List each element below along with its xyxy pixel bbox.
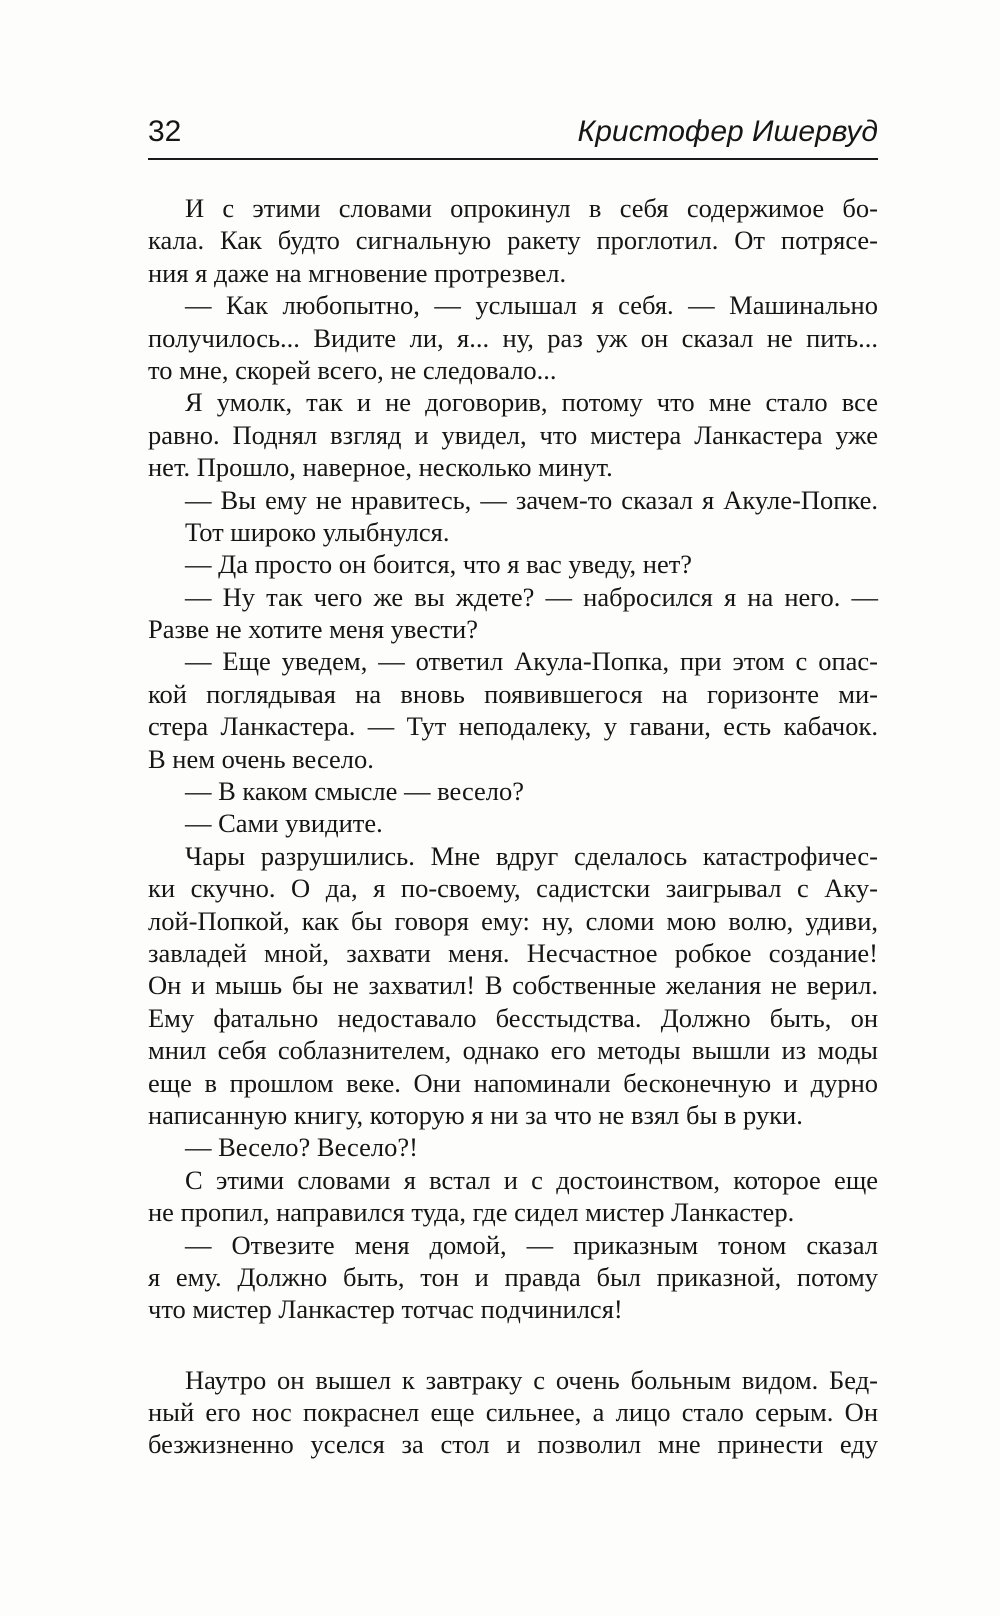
text-line: еще в прошлом веке. Они напоминали бесконечную и дурно <box>148 1067 878 1098</box>
text-line: что мистер Ланкастер тотчас подчинился! <box>148 1294 623 1325</box>
text-line: — Отвезите меня домой, — приказным тоном сказал <box>185 1229 878 1260</box>
paragraph <box>148 548 878 580</box>
paragraph <box>148 516 878 548</box>
text-line: я ему. Должно быть, тон и правда был приказной, потому <box>148 1261 878 1292</box>
text-line: — Весело? Весело?! <box>185 1132 418 1163</box>
text-line: ный его нос покраснел еще сильнее, а лицо стало серым. Он <box>148 1397 878 1428</box>
paragraph <box>148 1229 878 1326</box>
text-line: равно. Поднял взгляд и увидел, что мистера Ланкастера уже <box>148 419 878 450</box>
paragraph <box>148 645 878 775</box>
paragraph <box>148 484 878 516</box>
text-line: Чары разрушились. Мне вдруг сделалось катастрофичес- <box>185 840 878 871</box>
text-line: — Да просто он боится, что я вас уведу, нет? <box>185 549 693 580</box>
text-line: написанную книгу, которую я ни за что не взял бы в руки. <box>148 1099 803 1130</box>
paragraph <box>148 1131 878 1163</box>
text-line: ки скучно. О да, я по-своему, садистски заигрывал с Аку- <box>148 873 878 904</box>
paragraph <box>148 775 878 807</box>
text-line: В нем очень весело. <box>148 743 374 774</box>
text-line: стера Ланкастера. — Тут неподалеку, у гавани, есть кабачок. <box>148 711 878 742</box>
text-line: С этими словами я встал и с достоинством, которое еще <box>185 1164 878 1195</box>
text-line: Он и мышь бы не захватил! В собственные желания не верил. <box>148 970 878 1001</box>
text-line: — Вы ему не нравитесь, — зачем-то сказал я Акуле-Попке. <box>185 484 878 515</box>
text-line: кой поглядывая на вновь появившегося на горизонте ми- <box>148 678 878 709</box>
running-header <box>148 112 878 160</box>
text-line: не пропил, направился туда, где сидел мистер Ланкастер. <box>148 1197 795 1228</box>
text-line: мнил себя соблазнителем, однако его методы вышли из моды <box>148 1035 878 1066</box>
paragraph <box>148 386 878 483</box>
paragraph <box>148 581 878 646</box>
text-line: Ему фатально недоставало бесстыдства. Должно быть, он <box>148 1002 878 1033</box>
paragraph <box>148 192 878 289</box>
text-line: Разве не хотите меня увести? <box>148 614 478 645</box>
text-line: Тот широко улыбнулся. <box>185 516 450 547</box>
text-line: — Как любопытно, — услышал я себя. — Машинально <box>185 290 878 321</box>
text-line: получилось... Видите ли, я... ну, раз уж он сказал не пить... <box>148 322 878 353</box>
text-line: Я умолк, так и не договорив, потому что мне стало все <box>185 387 878 418</box>
text-line: завладей мной, захвати меня. Несчастное робкое создание! <box>148 937 878 968</box>
text-line: лой-Попкой, как бы говоря ему: ну, сломи мою волю, удиви, <box>148 905 878 936</box>
text-line: ния я даже на мгновение протрезвел. <box>148 257 567 288</box>
paragraph <box>148 1364 878 1461</box>
book-author: Кристофер Ишервуд <box>577 115 878 148</box>
text-line: Наутро он вышел к завтраку с очень больным видом. Бед- <box>185 1364 878 1395</box>
text-line: безжизненно уселся за стол и позволил мне принести еду <box>148 1429 878 1460</box>
paragraph <box>148 840 878 1132</box>
text-line: кала. Как будто сигнальную ракету проглотил. От потрясе- <box>148 225 878 256</box>
paragraph <box>148 807 878 839</box>
paragraph <box>148 1164 878 1229</box>
body-text <box>148 192 878 1461</box>
section-break <box>148 1326 878 1364</box>
text-line: — Еще уведем, — ответил Акула-Попка, при этом с опас- <box>185 646 878 677</box>
text-line: И с этими словами опрокинул в себя содержимое бо- <box>185 193 878 223</box>
text-line: то мне, скорей всего, не следовало... <box>148 354 557 385</box>
text-line: — Ну так чего же вы ждете? — набросился я на него. — <box>185 581 878 612</box>
text-line: — В каком смысле — весело? <box>185 776 525 807</box>
paragraph <box>148 289 878 386</box>
text-line: нет. Прошло, наверное, несколько минут. <box>148 452 613 483</box>
page-number: 32 <box>148 115 182 148</box>
text-line: — Сами увидите. <box>185 808 383 839</box>
